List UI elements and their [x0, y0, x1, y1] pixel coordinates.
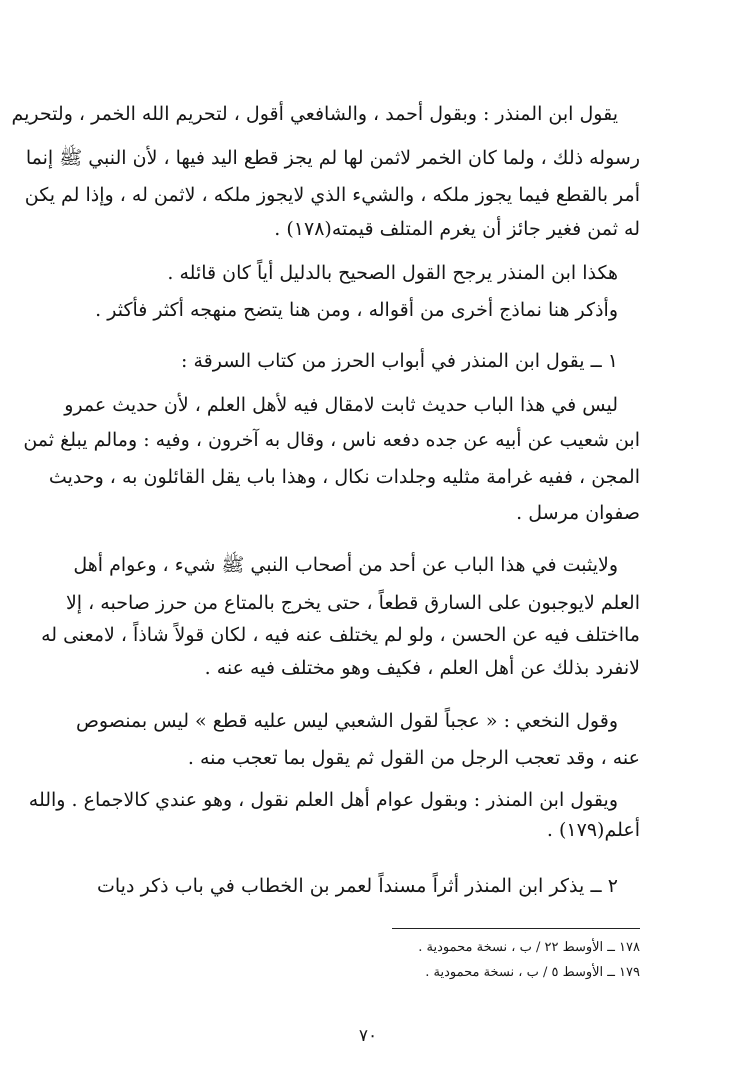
page-number: ٧٠	[358, 1026, 378, 1046]
footnote: ١٧٩ ــ الأوسط ٥ / ب ، نسخة محمودية .	[425, 965, 640, 980]
paragraph-line: وقول النخعي : « عجباً لقول الشعبي ليس عليه قطع » ليس بمنصوص	[75, 710, 618, 732]
paragraph-line: يقول ابن المنذر : وبقول أحمد ، والشافعي أقول ، لتحريم الله الخمر ، ولتحريم	[11, 103, 618, 125]
paragraph-line: عنه ، وقد تعجب الرجل من القول ثم يقول بما تعجب منه .	[187, 747, 640, 769]
paragraph-line: العلم لايوجبون على السارق قطعاً ، حتى يخرج بالمتاع من حرز صاحبه ، إلا	[65, 592, 640, 614]
footnote-divider	[392, 928, 640, 929]
paragraph-line: مااختلف فيه عن الحسن ، ولو لم يختلف عنه فيه ، لكان قولاً شاذاً ، لامعنى له	[41, 624, 640, 646]
paragraph-line: وأذكر هنا نماذج أخرى من أقواله ، ومن هنا يتضح منهجه أكثر فأكثر .	[95, 299, 618, 321]
paragraph-line: أمر بالقطع فيما يجوز ملكه ، والشيء الذي لايجوز ملكه ، لاثمن له ، وإذا لم يكن	[24, 184, 640, 206]
section-heading: ٢ ــ يذكر ابن المنذر أثراً مسنداً لعمر بن الخطاب في باب ذكر ديات	[97, 875, 618, 897]
footnote: ١٧٨ ــ الأوسط ٢٢ / ب ، نسخة محمودية .	[418, 940, 640, 955]
paragraph-line: صفوان مرسل .	[516, 502, 640, 524]
paragraph-line: رسوله ذلك ، ولما كان الخمر لاثمن لها لم يجز قطع اليد فيها ، لأن النبي ﷺ إنما	[25, 147, 640, 169]
section-heading: ١ ــ يقول ابن المنذر في أبواب الحرز من كتاب السرقة :	[181, 350, 618, 372]
paragraph-line: لانفرد بذلك عن أهل العلم ، فكيف وهو مختلف فيه عنه .	[204, 657, 640, 679]
paragraph-line: أعلم(١٧٩) .	[546, 819, 640, 841]
paragraph-line: ولايثبت في هذا الباب عن أحد من أصحاب النبي ﷺ شيء ، وعوام أهل	[73, 554, 618, 576]
paragraph-line: هكذا ابن المنذر يرجح القول الصحيح بالدليل أياً كان قائله .	[167, 262, 618, 284]
paragraph-line: ابن شعيب عن أبيه عن جده دفعه ناس ، وقال به آخرون ، وفيه : ومالم يبلغ ثمن	[23, 429, 640, 451]
paragraph-line: المجن ، ففيه غرامة مثليه وجلدات نكال ، وهذا باب يقل القائلون به ، وحديث	[48, 466, 640, 488]
paragraph-line: ويقول ابن المنذر : وبقول عوام أهل العلم نقول ، وهو عندي كالاجماع . والله	[28, 789, 618, 811]
paragraph-line: ليس في هذا الباب حديث ثابت لامقال فيه لأهل العلم ، لأن حديث عمرو	[64, 394, 618, 416]
paragraph-line: له ثمن فغير جائز أن يغرم المتلف قيمته(١٧٨) .	[274, 218, 640, 240]
